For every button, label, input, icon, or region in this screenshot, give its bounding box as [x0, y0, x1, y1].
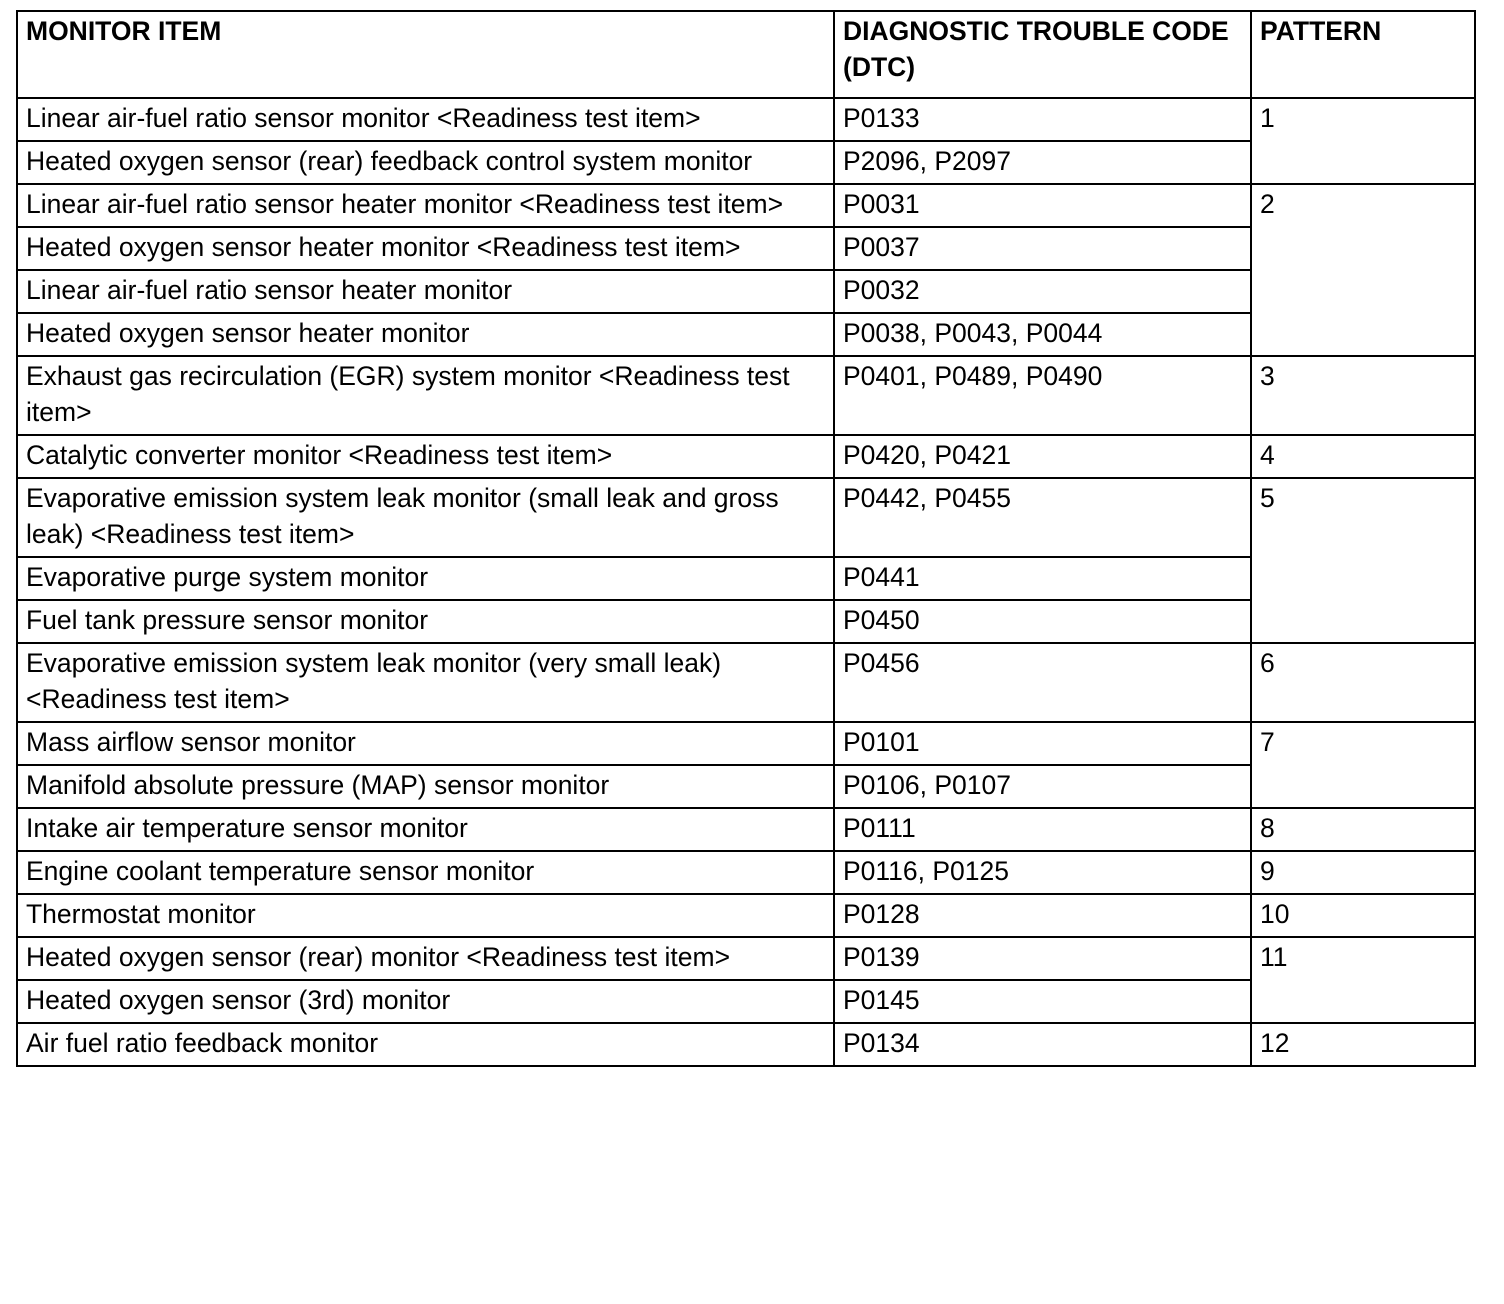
- pattern-cell: 12: [1251, 1023, 1475, 1066]
- pattern-cell: 6: [1251, 643, 1475, 722]
- dtc-cell: P0145: [834, 980, 1251, 1023]
- dtc-cell: P0031: [834, 184, 1251, 227]
- monitor-item-cell: Engine coolant temperature sensor monitor: [17, 851, 834, 894]
- header-monitor-item: MONITOR ITEM: [17, 11, 834, 98]
- monitor-item-cell: Heated oxygen sensor (3rd) monitor: [17, 980, 834, 1023]
- monitor-item-cell: Linear air-fuel ratio sensor heater monitor <Readiness test item>: [17, 184, 834, 227]
- dtc-cell: P0134: [834, 1023, 1251, 1066]
- monitor-item-cell: Heated oxygen sensor (rear) feedback control system monitor: [17, 141, 834, 184]
- table-body: [17, 98, 1475, 1066]
- dtc-cell: P0116, P0125: [834, 851, 1251, 894]
- monitor-item-cell: Air fuel ratio feedback monitor: [17, 1023, 834, 1066]
- dtc-cell: P0450: [834, 600, 1251, 643]
- monitor-item-cell: Evaporative purge system monitor: [17, 557, 834, 600]
- header-pattern: PATTERN: [1251, 11, 1475, 98]
- dtc-cell: P0133: [834, 98, 1251, 141]
- monitor-item-cell: Manifold absolute pressure (MAP) sensor monitor: [17, 765, 834, 808]
- monitor-item-cell: Catalytic converter monitor <Readiness test item>: [17, 435, 834, 478]
- header-row: [17, 11, 1475, 98]
- monitor-item-cell: Intake air temperature sensor monitor: [17, 808, 834, 851]
- monitor-item-cell: Linear air-fuel ratio sensor monitor <Readiness test item>: [17, 98, 834, 141]
- pattern-cell: 9: [1251, 851, 1475, 894]
- monitor-item-cell: Fuel tank pressure sensor monitor: [17, 600, 834, 643]
- pattern-cell: 2: [1251, 184, 1475, 356]
- table-row: [17, 643, 1475, 722]
- dtc-cell: P0032: [834, 270, 1251, 313]
- header-dtc: DIAGNOSTIC TROUBLE CODE (DTC): [834, 11, 1251, 98]
- dtc-cell: P0420, P0421: [834, 435, 1251, 478]
- dtc-cell: P2096, P2097: [834, 141, 1251, 184]
- table-row: [17, 722, 1475, 765]
- dtc-cell: P0442, P0455: [834, 478, 1251, 557]
- monitor-item-cell: Thermostat monitor: [17, 894, 834, 937]
- pattern-cell: 1: [1251, 98, 1475, 184]
- monitor-item-cell: Exhaust gas recirculation (EGR) system monitor <Readiness test item>: [17, 356, 834, 435]
- pattern-cell: 4: [1251, 435, 1475, 478]
- table-row: [17, 1023, 1475, 1066]
- pattern-cell: 3: [1251, 356, 1475, 435]
- monitor-item-cell: Evaporative emission system leak monitor (small leak and gross leak) <Readiness test item>: [17, 478, 834, 557]
- monitor-dtc-table: [16, 10, 1476, 1067]
- dtc-cell: P0128: [834, 894, 1251, 937]
- table-row: [17, 435, 1475, 478]
- dtc-cell: P0101: [834, 722, 1251, 765]
- monitor-item-cell: Mass airflow sensor monitor: [17, 722, 834, 765]
- dtc-cell: P0038, P0043, P0044: [834, 313, 1251, 356]
- monitor-item-cell: Heated oxygen sensor (rear) monitor <Readiness test item>: [17, 937, 834, 980]
- monitor-item-cell: Evaporative emission system leak monitor (very small leak) <Readiness test item>: [17, 643, 834, 722]
- dtc-cell: P0456: [834, 643, 1251, 722]
- dtc-cell: P0401, P0489, P0490: [834, 356, 1251, 435]
- monitor-item-cell: Linear air-fuel ratio sensor heater monitor: [17, 270, 834, 313]
- dtc-cell: P0441: [834, 557, 1251, 600]
- table-row: [17, 184, 1475, 227]
- dtc-cell: P0037: [834, 227, 1251, 270]
- table-row: [17, 894, 1475, 937]
- pattern-cell: 8: [1251, 808, 1475, 851]
- table-row: [17, 808, 1475, 851]
- dtc-cell: P0111: [834, 808, 1251, 851]
- pattern-cell: 10: [1251, 894, 1475, 937]
- pattern-cell: 11: [1251, 937, 1475, 1023]
- dtc-cell: P0139: [834, 937, 1251, 980]
- table-row: [17, 98, 1475, 141]
- table-row: [17, 478, 1475, 557]
- table-row: [17, 851, 1475, 894]
- table-row: [17, 937, 1475, 980]
- pattern-cell: 5: [1251, 478, 1475, 643]
- monitor-item-cell: Heated oxygen sensor heater monitor: [17, 313, 834, 356]
- monitor-item-cell: Heated oxygen sensor heater monitor <Readiness test item>: [17, 227, 834, 270]
- dtc-cell: P0106, P0107: [834, 765, 1251, 808]
- table-row: [17, 356, 1475, 435]
- pattern-cell: 7: [1251, 722, 1475, 808]
